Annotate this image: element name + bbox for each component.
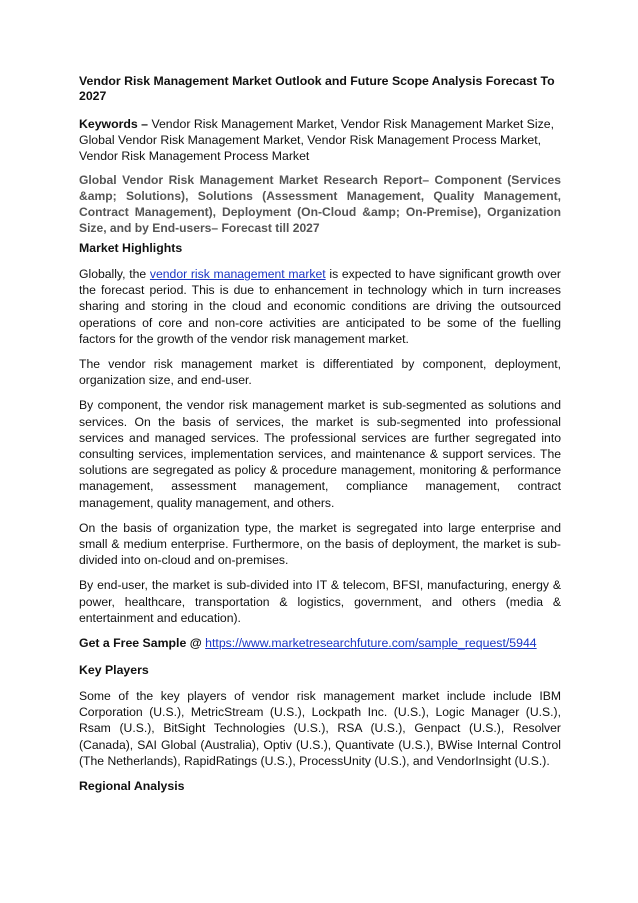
document-title: Vendor Risk Management Market Outlook and Future Scope Analysis Forecast To 2027: [79, 74, 555, 103]
key-players-heading: Key Players: [79, 663, 149, 678]
organization-paragraph: On the basis of organization type, the market is segregated into large enterprise and small & medium enterprise. Furthermore, on the basis of deployment, the market is sub-divided into on-cloud and on-premises.: [79, 520, 561, 568]
keywords-text: Vendor Risk Management Market, Vendor Risk Management Market Size, Global Vendor Risk Management Market, Vendor Risk Management Process Market, Vendor Risk Management Process Market: [79, 117, 555, 163]
component-paragraph: By component, the vendor risk management market is sub-segmented as solutions and services. On the basis of services, the market is sub-segmented into professional services and managed services. The professional services are further segregated into consulting services, implementation services, and maintenance & support services. The solutions are segregated as policy & procedure management, monitoring & performance management, assessment management, compliance management, contract management, quality management, and others.: [79, 398, 561, 510]
keywords-line: [79, 116, 561, 164]
intro-text-end: is expected to have significant growth over the forecast period. This is due to enhancement in technology which in turn increases sharing and storing in the cloud and economic conditions are driving the outsourced operations of core and non-core activities are anticipated to be some of the fuelling factors for the growth of the vendor risk management market.: [79, 267, 561, 346]
regional-analysis-heading: Regional Analysis: [79, 779, 185, 794]
sample-request-link[interactable]: https://www.marketresearchfuture.com/sample_request/5944: [205, 636, 537, 651]
key-players-paragraph: Some of the key players of vendor risk management market include include IBM Corporation (U.S.), MetricStream (U.S.), Lockpath Inc. (U.S.), Logic Manager (U.S.), Rsam (U.S.), BitSight Technologies (U.S.), RSA (U.S.), Genpact (U.S.), Resolver (Canada), SAI Global (Australia), Optiv (U.S.), Quantivate (U.S.), BWise Internal Control (The Netherlands), RapidRatings (U.S.), ProcessUnity (U.S.), and VendorInsight (U.S.).: [79, 689, 561, 768]
report-subtitle: Global Vendor Risk Management Market Research Report– Component (Services &amp; Solutions), Solutions (Assessment Management, Quality Management, Contract Management), Deployment (On-Cloud &amp; On-Premise), Organization Size, and by End-users– Forecast till 2027: [79, 173, 561, 235]
free-sample-line: [79, 635, 561, 651]
keywords-label: Keywords –: [79, 117, 149, 131]
segmentation-paragraph: The vendor risk management market is differentiated by component, deployment, organization size, and end-user.: [79, 357, 561, 388]
intro-paragraph: [79, 266, 561, 347]
free-sample-label: Get a Free Sample @: [79, 636, 206, 651]
market-highlights-heading: Market Highlights: [79, 241, 183, 255]
document-page: [79, 74, 561, 804]
vendor-risk-market-link[interactable]: vendor risk management market: [149, 267, 326, 281]
intro-text-start: Globally, the: [79, 267, 150, 281]
end-user-paragraph: By end-user, the market is sub-divided into IT & telecom, BFSI, manufacturing, energy & power, healthcare, transportation & logistics, government, and others (media & entertainment and education).: [79, 578, 561, 625]
